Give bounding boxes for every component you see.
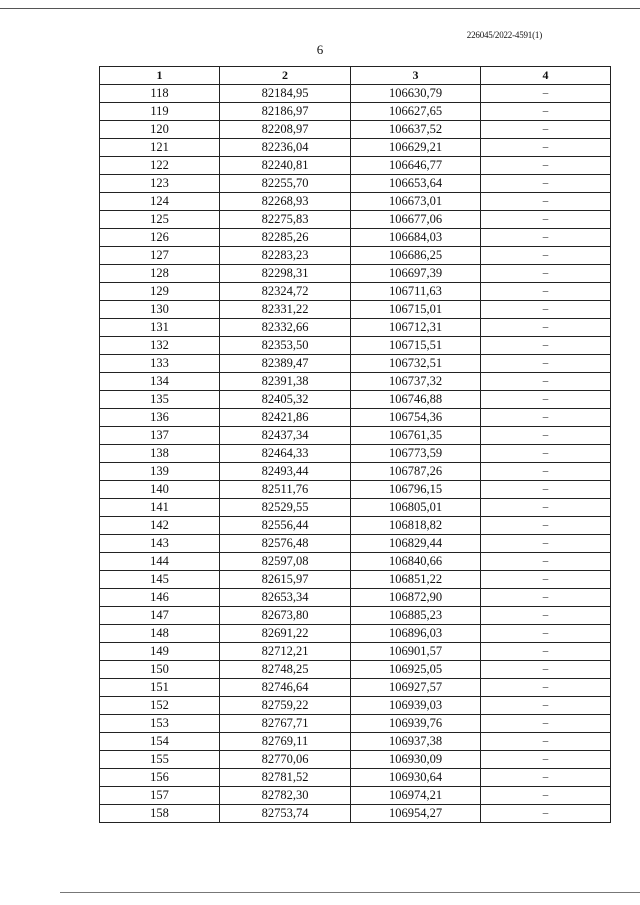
y-coordinate-cell: 106939,03 [351, 697, 481, 715]
note-cell: – [481, 661, 611, 679]
y-coordinate-cell: 106787,26 [351, 463, 481, 481]
note-cell: – [481, 301, 611, 319]
point-number-cell: 147 [100, 607, 220, 625]
point-number-cell: 151 [100, 679, 220, 697]
y-coordinate-cell: 106630,79 [351, 85, 481, 103]
y-coordinate-cell: 106773,59 [351, 445, 481, 463]
note-cell: – [481, 193, 611, 211]
point-number-cell: 155 [100, 751, 220, 769]
table-row [100, 625, 611, 643]
y-coordinate-cell: 106840,66 [351, 553, 481, 571]
y-coordinate-cell: 106637,52 [351, 121, 481, 139]
x-coordinate-cell: 82437,34 [220, 427, 351, 445]
x-coordinate-cell: 82240,81 [220, 157, 351, 175]
x-coordinate-cell: 82268,93 [220, 193, 351, 211]
table-row [100, 535, 611, 553]
x-coordinate-cell: 82464,33 [220, 445, 351, 463]
x-coordinate-cell: 82781,52 [220, 769, 351, 787]
y-coordinate-cell: 106761,35 [351, 427, 481, 445]
point-number-cell: 121 [100, 139, 220, 157]
x-coordinate-cell: 82391,38 [220, 373, 351, 391]
x-coordinate-cell: 82748,25 [220, 661, 351, 679]
point-number-cell: 130 [100, 301, 220, 319]
y-coordinate-cell: 106653,64 [351, 175, 481, 193]
y-coordinate-cell: 106732,51 [351, 355, 481, 373]
y-coordinate-cell: 106805,01 [351, 499, 481, 517]
table-row [100, 733, 611, 751]
point-number-cell: 122 [100, 157, 220, 175]
y-coordinate-cell: 106829,44 [351, 535, 481, 553]
point-number-cell: 148 [100, 625, 220, 643]
point-number-cell: 152 [100, 697, 220, 715]
header-row [100, 67, 611, 85]
point-number-cell: 142 [100, 517, 220, 535]
y-coordinate-cell: 106711,63 [351, 283, 481, 301]
x-coordinate-cell: 82556,44 [220, 517, 351, 535]
y-coordinate-cell: 106715,51 [351, 337, 481, 355]
table-row [100, 445, 611, 463]
point-number-cell: 146 [100, 589, 220, 607]
point-number-cell: 138 [100, 445, 220, 463]
note-cell: – [481, 769, 611, 787]
x-coordinate-cell: 82759,22 [220, 697, 351, 715]
y-coordinate-cell: 106737,32 [351, 373, 481, 391]
x-coordinate-cell: 82576,48 [220, 535, 351, 553]
table-row [100, 337, 611, 355]
x-coordinate-cell: 82493,44 [220, 463, 351, 481]
point-number-cell: 129 [100, 283, 220, 301]
table-row [100, 499, 611, 517]
x-coordinate-cell: 82255,70 [220, 175, 351, 193]
table-body [100, 85, 611, 823]
note-cell: – [481, 733, 611, 751]
point-number-cell: 125 [100, 211, 220, 229]
x-coordinate-cell: 82324,72 [220, 283, 351, 301]
table-row [100, 139, 611, 157]
note-cell: – [481, 355, 611, 373]
point-number-cell: 158 [100, 805, 220, 823]
note-cell: – [481, 247, 611, 265]
x-coordinate-cell: 82208,97 [220, 121, 351, 139]
column-header-1: 1 [100, 67, 220, 85]
point-number-cell: 128 [100, 265, 220, 283]
table-row [100, 409, 611, 427]
x-coordinate-cell: 82712,21 [220, 643, 351, 661]
table-row [100, 643, 611, 661]
table-row [100, 175, 611, 193]
x-coordinate-cell: 82236,04 [220, 139, 351, 157]
table-row [100, 463, 611, 481]
table-row [100, 769, 611, 787]
x-coordinate-cell: 82405,32 [220, 391, 351, 409]
x-coordinate-cell: 82332,66 [220, 319, 351, 337]
table-row [100, 661, 611, 679]
x-coordinate-cell: 82421,86 [220, 409, 351, 427]
y-coordinate-cell: 106872,90 [351, 589, 481, 607]
note-cell: – [481, 463, 611, 481]
note-cell: – [481, 121, 611, 139]
table-row [100, 679, 611, 697]
note-cell: – [481, 427, 611, 445]
x-coordinate-cell: 82184,95 [220, 85, 351, 103]
point-number-cell: 139 [100, 463, 220, 481]
note-cell: – [481, 517, 611, 535]
column-header-3: 3 [351, 67, 481, 85]
y-coordinate-cell: 106937,38 [351, 733, 481, 751]
y-coordinate-cell: 106818,82 [351, 517, 481, 535]
note-cell: – [481, 751, 611, 769]
note-cell: – [481, 697, 611, 715]
point-number-cell: 141 [100, 499, 220, 517]
x-coordinate-cell: 82767,71 [220, 715, 351, 733]
note-cell: – [481, 175, 611, 193]
y-coordinate-cell: 106673,01 [351, 193, 481, 211]
note-cell: – [481, 139, 611, 157]
note-cell: – [481, 103, 611, 121]
table-row [100, 229, 611, 247]
table-row [100, 715, 611, 733]
table-header [100, 67, 611, 85]
point-number-cell: 157 [100, 787, 220, 805]
x-coordinate-cell: 82285,26 [220, 229, 351, 247]
y-coordinate-cell: 106715,01 [351, 301, 481, 319]
table-row [100, 301, 611, 319]
note-cell: – [481, 265, 611, 283]
x-coordinate-cell: 82389,47 [220, 355, 351, 373]
bottom-rule [60, 892, 640, 893]
y-coordinate-cell: 106901,57 [351, 643, 481, 661]
note-cell: – [481, 445, 611, 463]
table-row [100, 805, 611, 823]
note-cell: – [481, 571, 611, 589]
table-row [100, 589, 611, 607]
table-row [100, 373, 611, 391]
table-row [100, 391, 611, 409]
y-coordinate-cell: 106677,06 [351, 211, 481, 229]
x-coordinate-cell: 82653,34 [220, 589, 351, 607]
note-cell: – [481, 535, 611, 553]
x-coordinate-cell: 82769,11 [220, 733, 351, 751]
table-row [100, 283, 611, 301]
point-number-cell: 123 [100, 175, 220, 193]
y-coordinate-cell: 106930,09 [351, 751, 481, 769]
x-coordinate-cell: 82283,23 [220, 247, 351, 265]
note-cell: – [481, 85, 611, 103]
table-row [100, 355, 611, 373]
x-coordinate-cell: 82511,76 [220, 481, 351, 499]
x-coordinate-cell: 82353,50 [220, 337, 351, 355]
point-number-cell: 149 [100, 643, 220, 661]
table-row [100, 103, 611, 121]
point-number-cell: 154 [100, 733, 220, 751]
point-number-cell: 119 [100, 103, 220, 121]
column-header-2: 2 [220, 67, 351, 85]
note-cell: – [481, 643, 611, 661]
table-row [100, 319, 611, 337]
point-number-cell: 135 [100, 391, 220, 409]
y-coordinate-cell: 106712,31 [351, 319, 481, 337]
table-row [100, 481, 611, 499]
point-number-cell: 137 [100, 427, 220, 445]
note-cell: – [481, 211, 611, 229]
note-cell: – [481, 553, 611, 571]
note-cell: – [481, 481, 611, 499]
table-row [100, 121, 611, 139]
x-coordinate-cell: 82331,22 [220, 301, 351, 319]
note-cell: – [481, 499, 611, 517]
table-row [100, 697, 611, 715]
y-coordinate-cell: 106697,39 [351, 265, 481, 283]
table-row [100, 193, 611, 211]
note-cell: – [481, 283, 611, 301]
y-coordinate-cell: 106796,15 [351, 481, 481, 499]
y-coordinate-cell: 106896,03 [351, 625, 481, 643]
note-cell: – [481, 787, 611, 805]
table-row [100, 571, 611, 589]
x-coordinate-cell: 82186,97 [220, 103, 351, 121]
point-number-cell: 143 [100, 535, 220, 553]
x-coordinate-cell: 82673,80 [220, 607, 351, 625]
y-coordinate-cell: 106627,65 [351, 103, 481, 121]
note-cell: – [481, 373, 611, 391]
table-row [100, 751, 611, 769]
y-coordinate-cell: 106974,21 [351, 787, 481, 805]
point-number-cell: 140 [100, 481, 220, 499]
point-number-cell: 124 [100, 193, 220, 211]
note-cell: – [481, 625, 611, 643]
y-coordinate-cell: 106629,21 [351, 139, 481, 157]
note-cell: – [481, 805, 611, 823]
point-number-cell: 133 [100, 355, 220, 373]
table-row [100, 607, 611, 625]
note-cell: – [481, 337, 611, 355]
table-row [100, 85, 611, 103]
table-row [100, 247, 611, 265]
note-cell: – [481, 391, 611, 409]
y-coordinate-cell: 106925,05 [351, 661, 481, 679]
y-coordinate-cell: 106927,57 [351, 679, 481, 697]
point-number-cell: 153 [100, 715, 220, 733]
y-coordinate-cell: 106851,22 [351, 571, 481, 589]
point-number-cell: 132 [100, 337, 220, 355]
coordinates-table [99, 66, 611, 823]
note-cell: – [481, 409, 611, 427]
y-coordinate-cell: 106646,77 [351, 157, 481, 175]
point-number-cell: 127 [100, 247, 220, 265]
x-coordinate-cell: 82746,64 [220, 679, 351, 697]
table-row [100, 157, 611, 175]
point-number-cell: 136 [100, 409, 220, 427]
y-coordinate-cell: 106954,27 [351, 805, 481, 823]
document-number: 226045/2022-4591(1) [466, 30, 542, 40]
table-row [100, 265, 611, 283]
y-coordinate-cell: 106686,25 [351, 247, 481, 265]
x-coordinate-cell: 82691,22 [220, 625, 351, 643]
x-coordinate-cell: 82782,30 [220, 787, 351, 805]
note-cell: – [481, 679, 611, 697]
note-cell: – [481, 715, 611, 733]
y-coordinate-cell: 106746,88 [351, 391, 481, 409]
table-row [100, 517, 611, 535]
note-cell: – [481, 157, 611, 175]
point-number-cell: 131 [100, 319, 220, 337]
table-row [100, 787, 611, 805]
top-rule [0, 8, 640, 9]
x-coordinate-cell: 82615,97 [220, 571, 351, 589]
y-coordinate-cell: 106885,23 [351, 607, 481, 625]
x-coordinate-cell: 82298,31 [220, 265, 351, 283]
point-number-cell: 144 [100, 553, 220, 571]
point-number-cell: 134 [100, 373, 220, 391]
x-coordinate-cell: 82753,74 [220, 805, 351, 823]
table-row [100, 211, 611, 229]
point-number-cell: 145 [100, 571, 220, 589]
point-number-cell: 150 [100, 661, 220, 679]
note-cell: – [481, 229, 611, 247]
point-number-cell: 118 [100, 85, 220, 103]
y-coordinate-cell: 106939,76 [351, 715, 481, 733]
x-coordinate-cell: 82529,55 [220, 499, 351, 517]
y-coordinate-cell: 106684,03 [351, 229, 481, 247]
x-coordinate-cell: 82597,08 [220, 553, 351, 571]
note-cell: – [481, 319, 611, 337]
column-header-4: 4 [481, 67, 611, 85]
note-cell: – [481, 607, 611, 625]
page-number: 6 [316, 42, 324, 57]
y-coordinate-cell: 106930,64 [351, 769, 481, 787]
point-number-cell: 156 [100, 769, 220, 787]
point-number-cell: 126 [100, 229, 220, 247]
table-row [100, 553, 611, 571]
table-row [100, 427, 611, 445]
x-coordinate-cell: 82275,83 [220, 211, 351, 229]
x-coordinate-cell: 82770,06 [220, 751, 351, 769]
point-number-cell: 120 [100, 121, 220, 139]
note-cell: – [481, 589, 611, 607]
y-coordinate-cell: 106754,36 [351, 409, 481, 427]
